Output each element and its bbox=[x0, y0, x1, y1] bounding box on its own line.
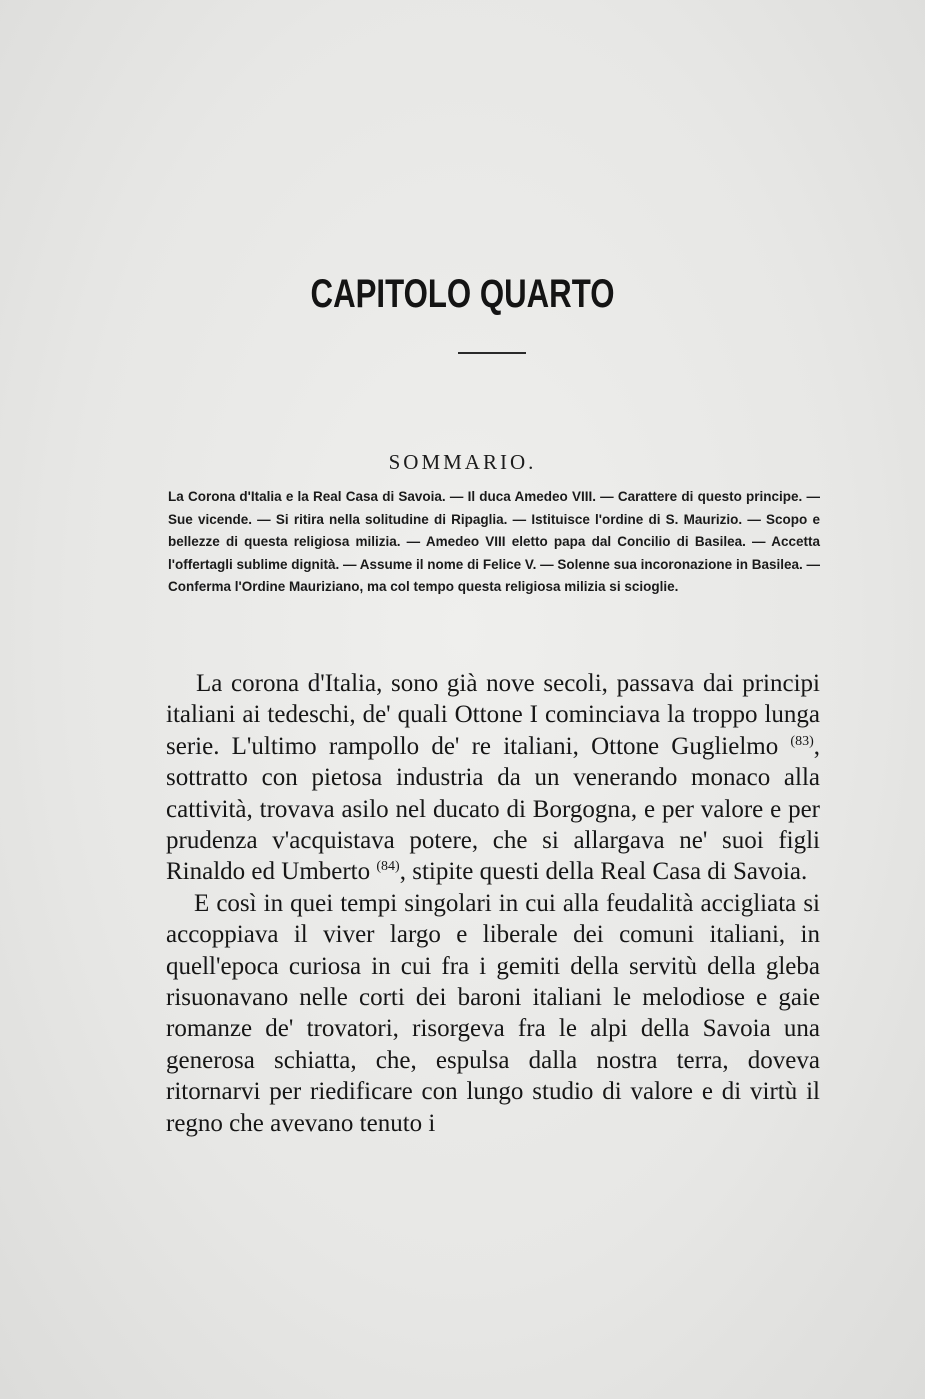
paragraph-1-part-1: La corona d'Italia, sono già nove secoli, passava dai principi italiani ai tedeschi, de' quali Ottone I cominciava la troppo lunga serie. L'ultimo rampollo de' re italiani, Ottone Guglielmo bbox=[166, 670, 820, 760]
paragraph-2: E così in quei tempi singolari in cui alla feudalità accigliata si accoppiava il viver largo e liberale dei comuni italiani, in quell'epoca curiosa in cui fra i gemiti della servitù della gleba risuonavano nelle corti dei baroni italiani le melodiose e gaie romanze de' trovatori, risorgeva fra le alpi della Savoia una generosa schiatta, che, espulsa dalla nostra terra, doveva ritornarvi per riedificare con lungo studio di valore e di virtù il regno che avevano tenuto i bbox=[166, 889, 820, 1137]
chapter-title: CAPITOLO QUARTO bbox=[310, 272, 615, 316]
chapter-summary: La Corona d'Italia e la Real Casa di Savoia. — Il duca Amedeo VIII. — Carattere di questo principe. — Sue vicende. — Si ritira nella solitudine di Ripaglia. — Istituisce l'ordine di S. Maurizio. — Scopo e bellezze di questa religiosa milizia. — Amedeo VIII eletto papa dal Concilio di Basilea. — Accetta l'offertagli sublime dignità. — Assume il nome di Felice V. — Solenne sua incoronazione in Basilea. — Conferma l'Ordine Mauriziano, ma col tempo questa religiosa milizia si scioglie. bbox=[168, 489, 820, 594]
title-divider bbox=[458, 352, 526, 354]
summary-heading: SOMMARIO. bbox=[388, 450, 537, 474]
paragraph-1-part-2: , sottratto con pietosa industria da un venerando monaco alla cattività, trovava asilo nel ducato di Borgogna, e per valore e per prudenza v'acquistava potere, che si allargava ne' suoi figli Rinaldo ed Umberto bbox=[166, 732, 820, 886]
paragraph-1 bbox=[166, 668, 820, 888]
paragraph-1-part-3: , stipite questi della Real Casa di Savoia. bbox=[399, 858, 808, 886]
footnote-ref-83: (83) bbox=[790, 733, 814, 749]
body-text bbox=[166, 668, 820, 1139]
footnote-ref-84: (84) bbox=[376, 859, 400, 875]
